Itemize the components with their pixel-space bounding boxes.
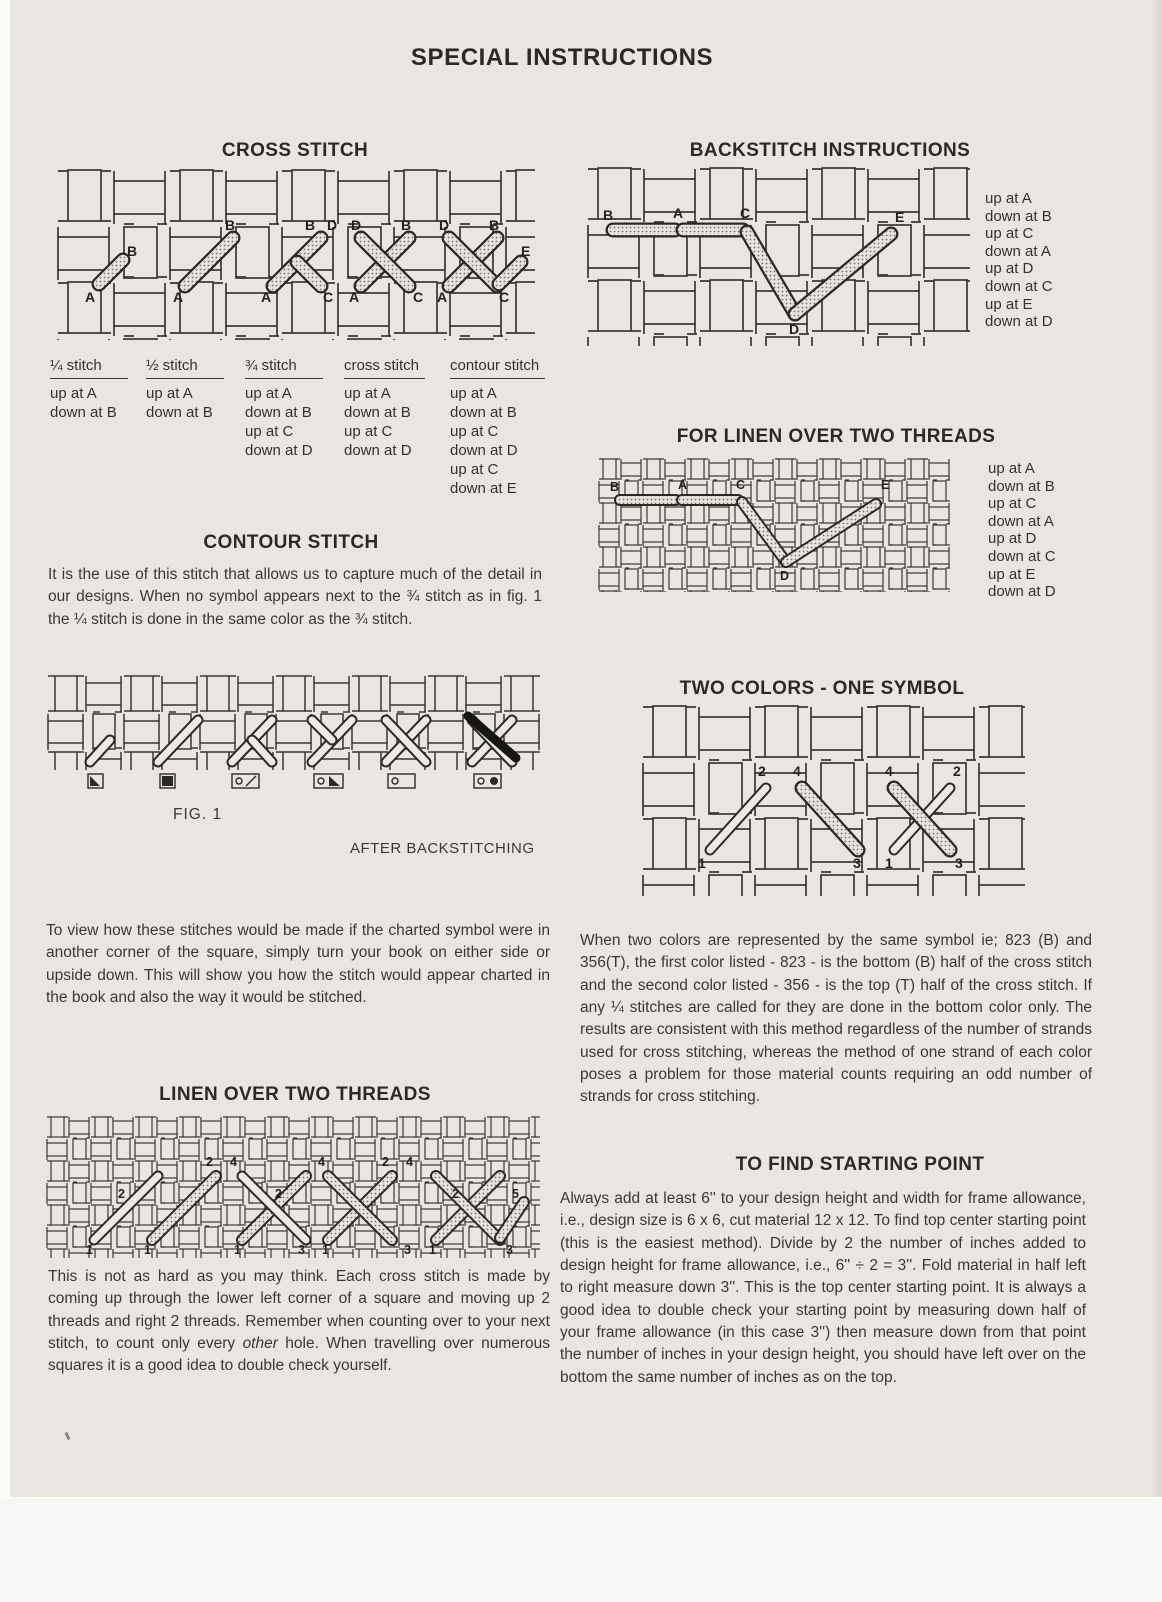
linen-right-step: up at E	[988, 565, 1036, 583]
svg-text:4: 4	[230, 1155, 237, 1169]
linen-left-text: hole. When travelling over numerous squares it is a good idea to double check yourself.	[48, 1334, 550, 1375]
svg-text:D: D	[327, 217, 338, 233]
two-colors-heading: TWO COLORS - ONE SYMBOL	[679, 678, 965, 699]
starting-point-heading: TO FIND STARTING POINT	[735, 1154, 985, 1175]
svg-text:3: 3	[298, 1243, 305, 1257]
page-title: SPECIAL INSTRUCTIONS	[410, 44, 714, 71]
backstitch-step: down at D	[985, 313, 1053, 331]
svg-text:1: 1	[86, 1243, 93, 1257]
svg-text:5: 5	[512, 1187, 519, 1201]
linen-right-steps	[988, 460, 1056, 601]
col-line: up at A	[344, 385, 391, 402]
col-line: down at B	[146, 404, 213, 421]
svg-text:2: 2	[452, 1187, 459, 1201]
linen-left-italic-word: other	[242, 1334, 278, 1352]
col-line: up at C	[245, 423, 294, 440]
page-bottom-edge	[0, 1497, 1162, 1602]
linen-left-diagram	[46, 1116, 540, 1266]
stitch-type-table	[50, 356, 554, 498]
svg-text:2: 2	[953, 763, 961, 779]
starting-point-paragraph: Always add at least 6'' to your design height and width for frame allowance, i.e., design size is 6 x 6, cut material 12 x 12. To find top center starting point (this is the easiest method). Divide by 2 the number of inches added to design height for frame allowance, i.e., 6'' ÷ 2 = 3''. Fold material in half left to right measure down 3''. This is the top center starting point. It is always a good idea to double check your starting point by measuring down half of your frame allowance (in this case 3'') then measure down from that point the number of inches in your design height, you should have left over on the bottom the same number of inches as on the top.	[560, 1190, 1086, 1386]
svg-text:C: C	[323, 289, 334, 305]
svg-text:1: 1	[234, 1243, 241, 1257]
svg-text:A: A	[261, 289, 272, 305]
svg-text:4: 4	[885, 763, 893, 779]
svg-text:B: B	[610, 480, 620, 494]
svg-text:B: B	[127, 243, 138, 259]
col-header: cross stitch	[344, 356, 425, 379]
svg-text:4: 4	[406, 1155, 413, 1169]
linen-left-text: This is not as hard as you may think. Each cross stitch is made by coming up through the lower left corner of a square and moving up 2 threads and right 2 threads. Remember when counting over to your next stitch, to count only every	[48, 1268, 550, 1352]
svg-text:1: 1	[698, 855, 706, 871]
svg-text:2: 2	[382, 1155, 389, 1169]
linen-right-step: up at A	[988, 460, 1035, 477]
svg-text:A: A	[678, 478, 688, 492]
linen-right-step: up at C	[988, 495, 1037, 513]
col-line: down at D	[450, 442, 518, 459]
svg-text:B: B	[225, 217, 236, 233]
svg-text:E: E	[895, 209, 905, 225]
svg-text:4: 4	[793, 763, 801, 779]
svg-text:D: D	[789, 321, 800, 337]
page-right-edge-shadow	[1152, 0, 1162, 1497]
svg-text:C: C	[499, 289, 510, 305]
svg-text:B: B	[305, 217, 316, 233]
col-line: down at B	[50, 404, 117, 421]
svg-text:A: A	[85, 289, 96, 305]
col-line: up at A	[50, 385, 97, 402]
svg-text:A: A	[437, 289, 448, 305]
svg-text:D: D	[439, 217, 450, 233]
svg-text:A: A	[173, 289, 184, 305]
linen-right-step: up at D	[988, 530, 1037, 548]
svg-text:4: 4	[318, 1155, 325, 1169]
col-line: up at A	[450, 385, 497, 402]
svg-text:3: 3	[955, 855, 963, 871]
svg-text:A: A	[349, 289, 360, 305]
svg-text:3: 3	[853, 855, 861, 871]
svg-text:B: B	[603, 207, 614, 223]
linen-right-step: down at C	[988, 547, 1056, 565]
col-header: ½ stitch	[146, 356, 224, 379]
svg-text:1: 1	[429, 1243, 436, 1257]
linen-right-step: down at D	[988, 583, 1056, 601]
backstitch-step: up at D	[985, 260, 1034, 278]
backstitch-step: down at C	[985, 277, 1053, 295]
cross-stitch-diagram	[55, 168, 535, 346]
svg-text:C: C	[736, 478, 746, 492]
backstitch-steps	[985, 190, 1053, 331]
page-left-edge	[0, 0, 10, 1497]
col-line: down at E	[450, 480, 517, 497]
col-line: up at A	[245, 385, 292, 402]
cross-stitch-heading: CROSS STITCH	[221, 140, 369, 161]
two-colors-diagram	[640, 704, 1025, 900]
table-col-cross-stitch	[344, 356, 450, 498]
fig1-symbol-key	[88, 774, 501, 788]
svg-text:C: C	[413, 289, 424, 305]
linen-right-step: down at A	[988, 512, 1054, 530]
svg-text:1: 1	[144, 1243, 151, 1257]
backstitch-step: up at A	[985, 190, 1032, 207]
svg-text:D: D	[780, 569, 790, 583]
svg-text:C: C	[740, 205, 751, 221]
linen-left-paragraph	[48, 1266, 550, 1378]
col-line: down at D	[245, 442, 313, 459]
svg-text:1: 1	[322, 1243, 329, 1257]
svg-text:2: 2	[758, 763, 766, 779]
table-col-contour-stitch	[450, 356, 554, 498]
svg-text:B: B	[489, 217, 500, 233]
col-line: down at B	[450, 404, 517, 421]
table-col-quarter-stitch	[50, 356, 146, 498]
fig1-diagram	[46, 674, 540, 806]
col-line: down at B	[245, 404, 312, 421]
contour-stitch-paragraph: It is the use of this stitch that allows us to capture much of the detail in our designs. When no symbol appears next to the ¾ stitch as in fig. 1 the ¼ stitch is done in the same color as the ¾ stitch.	[48, 566, 542, 628]
backstitch-step: up at C	[985, 225, 1034, 243]
fig1-caption: FIG. 1	[173, 806, 223, 823]
two-colors-paragraph: When two colors are represented by the same symbol ie; 823 (B) and 356(T), the first color listed - 823 - is the bottom (B) half of the cross stitch and the second color listed - 356 - is the top (T) half of the cross stitch. If any ¼ stitches are called for they are done in the bottom color only. The results are consistent with this method regardless of the number of strands used for cross stitching, whereas the method of one strand of each color poses a problem for those material counts requiring an odd number of strands for cross stitching.	[580, 932, 1092, 1106]
svg-text:E: E	[881, 478, 890, 492]
svg-text:D: D	[351, 217, 362, 233]
backstitch-diagram	[585, 166, 970, 351]
svg-text:E: E	[521, 243, 531, 259]
table-col-half-stitch	[146, 356, 245, 498]
col-line: up at C	[450, 461, 499, 478]
svg-text:B: B	[401, 217, 412, 233]
linen-right-step: down at B	[988, 477, 1055, 495]
svg-text:2: 2	[275, 1187, 282, 1201]
table-col-three-quarter-stitch	[245, 356, 344, 498]
linen-right-diagram	[598, 458, 950, 596]
col-header: ¼ stitch	[50, 356, 128, 379]
col-header: contour stitch	[450, 356, 545, 379]
col-line: down at D	[344, 442, 412, 459]
col-line: up at C	[450, 423, 499, 440]
backstitch-step: down at B	[985, 207, 1052, 225]
col-line: up at C	[344, 423, 393, 440]
backstitch-step: up at E	[985, 295, 1033, 313]
svg-text:3: 3	[506, 1243, 513, 1257]
linen-left-heading: LINEN OVER TWO THREADS	[159, 1084, 431, 1105]
svg-text:2: 2	[118, 1187, 125, 1201]
svg-text:1: 1	[885, 855, 893, 871]
after-backstitching-note: AFTER BACKSTITCHING	[350, 840, 535, 857]
svg-text:3: 3	[404, 1243, 411, 1257]
backstitch-heading: BACKSTITCH INSTRUCTIONS	[689, 140, 971, 161]
backstitch-step: down at A	[985, 242, 1051, 260]
svg-text:2: 2	[206, 1155, 213, 1169]
svg-text:A: A	[673, 205, 684, 221]
col-header: ¾ stitch	[245, 356, 323, 379]
col-line: down at B	[344, 404, 411, 421]
col-line: up at A	[146, 385, 193, 402]
view-note-paragraph: To view how these stitches would be made if the charted symbol were in another corner of the square, simply turn your book on either side or upside down. This will show you how the stitch would appear charted in the book and also the way it would be stitched.	[46, 922, 550, 1006]
contour-stitch-heading: CONTOUR STITCH	[203, 532, 379, 553]
linen-right-heading: FOR LINEN OVER TWO THREADS	[676, 426, 996, 447]
